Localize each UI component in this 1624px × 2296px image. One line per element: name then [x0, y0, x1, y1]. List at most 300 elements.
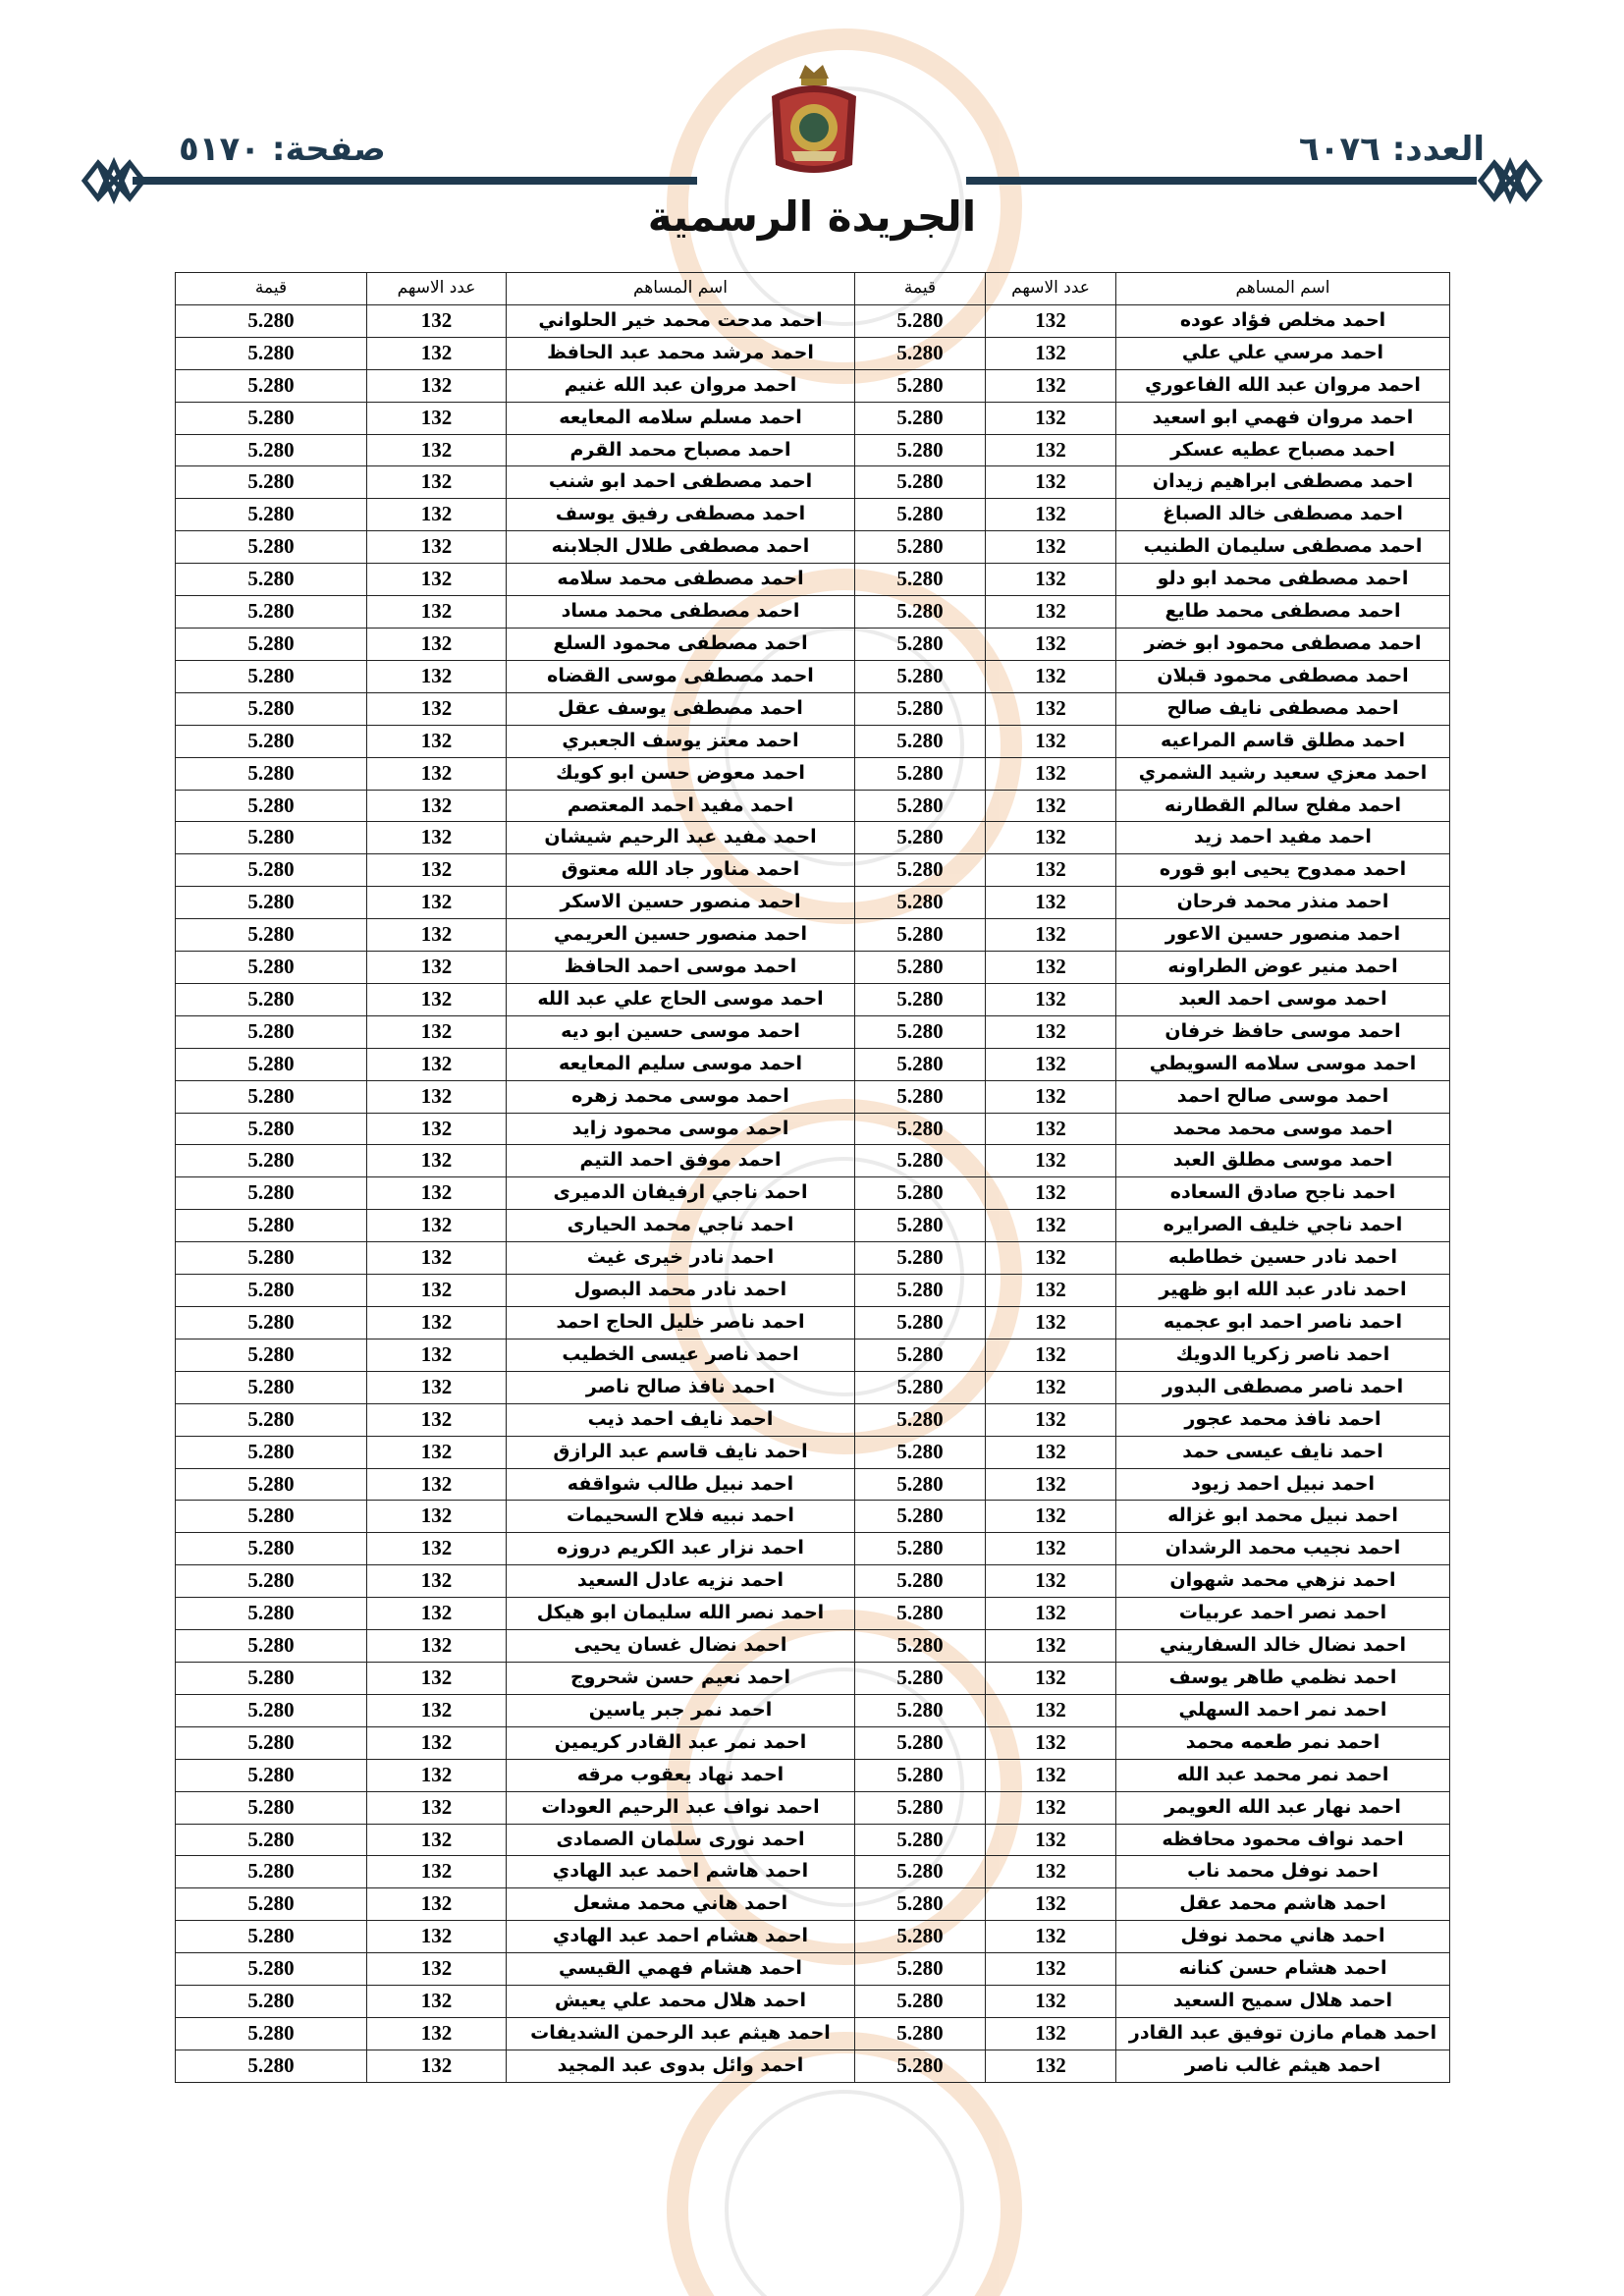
table-row — [176, 1339, 1450, 1371]
shareholder-name: احمد نصر احمد عربيات — [1116, 1598, 1450, 1630]
share-count: 132 — [367, 1565, 507, 1598]
table-row — [176, 692, 1450, 725]
share-value: 5.280 — [176, 1145, 367, 1177]
share-count: 132 — [367, 1630, 507, 1663]
share-count: 132 — [367, 1339, 507, 1371]
share-value: 5.280 — [855, 1468, 986, 1501]
column-header-name: اسم المساهم — [507, 273, 855, 305]
share-count: 132 — [986, 1177, 1116, 1210]
share-count: 132 — [367, 1824, 507, 1856]
column-header-value: قيمة — [855, 273, 986, 305]
shareholder-name: احمد نافذ محمد عجور — [1116, 1403, 1450, 1436]
share-count: 132 — [367, 1921, 507, 1953]
share-count: 132 — [986, 1339, 1116, 1371]
share-value: 5.280 — [176, 725, 367, 757]
shareholder-name: احمد مصطفى محمود ابو خضر — [1116, 628, 1450, 660]
shareholder-name: احمد منصور حسين العريمي — [507, 919, 855, 952]
shareholder-name: احمد نجيب محمد الرشدان — [1116, 1533, 1450, 1565]
shareholder-name: احمد مفلح سالم القطارنه — [1116, 790, 1450, 822]
share-count: 132 — [986, 531, 1116, 564]
shareholder-name: احمد نبيه فلاح السحيمات — [507, 1501, 855, 1533]
shareholder-name: احمد هاشم محمد عقل — [1116, 1888, 1450, 1921]
share-value: 5.280 — [855, 1048, 986, 1080]
share-value: 5.280 — [176, 692, 367, 725]
share-value: 5.280 — [855, 952, 986, 984]
shareholder-name: احمد ناصر احمد ابو عجميه — [1116, 1307, 1450, 1339]
share-count: 132 — [367, 887, 507, 919]
share-count: 132 — [986, 1113, 1116, 1145]
share-count: 132 — [986, 1242, 1116, 1275]
gazette-title: الجريدة الرسمية — [647, 192, 977, 241]
shareholder-name: احمد ممدوح يحيى ابو قوره — [1116, 854, 1450, 887]
share-count: 132 — [986, 1630, 1116, 1663]
shareholder-name: احمد مطلق قاسم المراعيه — [1116, 725, 1450, 757]
table-row — [176, 1015, 1450, 1048]
table-row — [176, 1501, 1450, 1533]
shareholder-name: احمد نمر محمد عبد الله — [1116, 1759, 1450, 1791]
share-count: 132 — [986, 2050, 1116, 2082]
share-count: 132 — [986, 887, 1116, 919]
shareholder-name: احمد موفق احمد التيم — [507, 1145, 855, 1177]
share-value: 5.280 — [855, 1953, 986, 1986]
shareholder-name: احمد نايف قاسم عبد الرازق — [507, 1436, 855, 1468]
table-row — [176, 628, 1450, 660]
share-count: 132 — [367, 1726, 507, 1759]
shareholder-name: احمد ناصر زكريا الدويك — [1116, 1339, 1450, 1371]
share-count: 132 — [986, 692, 1116, 725]
share-value: 5.280 — [855, 1275, 986, 1307]
table-row — [176, 1598, 1450, 1630]
share-count: 132 — [986, 1436, 1116, 1468]
table-row — [176, 1177, 1450, 1210]
share-value: 5.280 — [176, 1048, 367, 1080]
share-value: 5.280 — [176, 1921, 367, 1953]
share-value: 5.280 — [855, 1210, 986, 1242]
shareholder-name: احمد مصطفى محمد ابو دلو — [1116, 564, 1450, 596]
shareholder-name: احمد موسى احمد الحافظ — [507, 952, 855, 984]
share-value: 5.280 — [176, 1630, 367, 1663]
table-row — [176, 1533, 1450, 1565]
shareholder-name: احمد موسى مطلق العبد — [1116, 1145, 1450, 1177]
share-count: 132 — [367, 564, 507, 596]
share-count: 132 — [367, 1048, 507, 1080]
share-count: 132 — [986, 1694, 1116, 1726]
shareholder-name: احمد مصطفى سليمان الطنيب — [1116, 531, 1450, 564]
share-value: 5.280 — [176, 1565, 367, 1598]
table-row — [176, 499, 1450, 531]
shareholder-name: احمد ناجي محمد الحيارى — [507, 1210, 855, 1242]
shareholder-name: احمد نمر طعمه محمد — [1116, 1726, 1450, 1759]
table-row — [176, 1824, 1450, 1856]
table-header-row — [176, 273, 1450, 305]
share-count: 132 — [367, 1791, 507, 1824]
share-value: 5.280 — [855, 531, 986, 564]
share-count: 132 — [367, 304, 507, 337]
shareholder-name: احمد نبيل محمد ابو غزاله — [1116, 1501, 1450, 1533]
share-value: 5.280 — [855, 725, 986, 757]
share-value: 5.280 — [855, 757, 986, 790]
share-count: 132 — [367, 854, 507, 887]
share-value: 5.280 — [855, 499, 986, 531]
shareholder-name: احمد مسلم سلامه المعايعه — [507, 402, 855, 434]
share-value: 5.280 — [855, 1598, 986, 1630]
shareholder-name: احمد نبيل احمد زيود — [1116, 1468, 1450, 1501]
share-count: 132 — [367, 1856, 507, 1888]
share-value: 5.280 — [176, 1080, 367, 1113]
share-count: 132 — [367, 1403, 507, 1436]
shareholder-name: احمد نبيل طالب شواقفه — [507, 1468, 855, 1501]
shareholder-name: احمد هلال سميح السعيد — [1116, 1986, 1450, 2018]
table-row — [176, 725, 1450, 757]
share-count: 132 — [986, 660, 1116, 692]
shareholder-name: احمد موسى الحاج علي عبد الله — [507, 983, 855, 1015]
table-row — [176, 1565, 1450, 1598]
share-count: 132 — [986, 1662, 1116, 1694]
shareholder-name: احمد مصطفى محمود السلع — [507, 628, 855, 660]
share-count: 132 — [986, 1048, 1116, 1080]
shareholder-name: احمد معزي سعيد رشيد الشمري — [1116, 757, 1450, 790]
table-row — [176, 337, 1450, 369]
share-value: 5.280 — [855, 628, 986, 660]
share-count: 132 — [986, 499, 1116, 531]
share-count: 132 — [367, 369, 507, 402]
shareholder-name: احمد موسى سلامه السويطي — [1116, 1048, 1450, 1080]
share-value: 5.280 — [176, 1662, 367, 1694]
share-count: 132 — [367, 692, 507, 725]
share-count: 132 — [367, 1275, 507, 1307]
share-count: 132 — [986, 1791, 1116, 1824]
shareholder-name: احمد ناصر عيسى الخطيب — [507, 1339, 855, 1371]
share-count: 132 — [986, 1888, 1116, 1921]
share-value: 5.280 — [855, 1339, 986, 1371]
share-count: 132 — [986, 2017, 1116, 2050]
share-count: 132 — [367, 983, 507, 1015]
share-value: 5.280 — [176, 1501, 367, 1533]
share-value: 5.280 — [855, 1888, 986, 1921]
shareholder-name: احمد نعيم حسن شحروج — [507, 1662, 855, 1694]
shareholder-name: احمد موسى محمود زايد — [507, 1113, 855, 1145]
table-row — [176, 531, 1450, 564]
shareholder-name: احمد موسى سليم المعايعه — [507, 1048, 855, 1080]
share-value: 5.280 — [855, 402, 986, 434]
share-count: 132 — [986, 1986, 1116, 2018]
share-value: 5.280 — [176, 1888, 367, 1921]
table-row — [176, 660, 1450, 692]
share-value: 5.280 — [176, 790, 367, 822]
table-row — [176, 952, 1450, 984]
share-value: 5.280 — [176, 1371, 367, 1403]
share-count: 132 — [367, 466, 507, 499]
table-row — [176, 1210, 1450, 1242]
share-count: 132 — [986, 757, 1116, 790]
share-count: 132 — [986, 1759, 1116, 1791]
shareholder-name: احمد مرشد محمد عبد الحافظ — [507, 337, 855, 369]
share-value: 5.280 — [176, 854, 367, 887]
table-row — [176, 757, 1450, 790]
share-value: 5.280 — [855, 596, 986, 629]
share-count: 132 — [367, 1598, 507, 1630]
shareholder-name: احمد ناجي ارفيفان الدميرى — [507, 1177, 855, 1210]
share-value: 5.280 — [855, 466, 986, 499]
share-value: 5.280 — [176, 1533, 367, 1565]
share-value: 5.280 — [855, 1694, 986, 1726]
share-count: 132 — [986, 1598, 1116, 1630]
share-value: 5.280 — [176, 1986, 367, 2018]
share-count: 132 — [367, 1113, 507, 1145]
table-row — [176, 564, 1450, 596]
share-value: 5.280 — [176, 1759, 367, 1791]
share-count: 132 — [986, 1015, 1116, 1048]
share-count: 132 — [367, 1468, 507, 1501]
table-row — [176, 1403, 1450, 1436]
table-row — [176, 434, 1450, 466]
share-count: 132 — [986, 1275, 1116, 1307]
share-value: 5.280 — [855, 1791, 986, 1824]
share-count: 132 — [367, 757, 507, 790]
share-value: 5.280 — [855, 1630, 986, 1663]
shareholder-name: احمد نمر جبر ياسين — [507, 1694, 855, 1726]
share-count: 132 — [986, 596, 1116, 629]
shareholder-name: احمد مصطفى يوسف عقل — [507, 692, 855, 725]
table-row — [176, 1662, 1450, 1694]
share-count: 132 — [367, 660, 507, 692]
table-row — [176, 466, 1450, 499]
share-count: 132 — [367, 1662, 507, 1694]
shareholder-name: احمد مصطفى محمود قبلان — [1116, 660, 1450, 692]
shareholder-name: احمد هيثم عبد الرحمن الشديفات — [507, 2017, 855, 2050]
shareholder-name: احمد مخلص فؤاد عوده — [1116, 304, 1450, 337]
share-value: 5.280 — [176, 466, 367, 499]
share-value: 5.280 — [855, 1921, 986, 1953]
share-value: 5.280 — [176, 1856, 367, 1888]
share-count: 132 — [986, 983, 1116, 1015]
shareholder-name: احمد نايف عيسى حمد — [1116, 1436, 1450, 1468]
royal-crest-icon — [762, 57, 866, 185]
share-value: 5.280 — [855, 1242, 986, 1275]
share-value: 5.280 — [176, 402, 367, 434]
shareholder-name: احمد مصطفى نايف صالح — [1116, 692, 1450, 725]
table-row — [176, 2050, 1450, 2082]
table-row — [176, 1986, 1450, 2018]
table-row — [176, 1791, 1450, 1824]
shareholder-name: احمد ناصر خليل الحاج احمد — [507, 1307, 855, 1339]
shareholder-name: احمد نزار عبد الكريم دروزه — [507, 1533, 855, 1565]
share-value: 5.280 — [176, 337, 367, 369]
share-value: 5.280 — [176, 1436, 367, 1468]
share-count: 132 — [367, 1080, 507, 1113]
table-row — [176, 1242, 1450, 1275]
share-count: 132 — [986, 1726, 1116, 1759]
shareholder-name: احمد نضال غسان يحيى — [507, 1630, 855, 1663]
shareholder-name: احمد نهار عبد الله العويمر — [1116, 1791, 1450, 1824]
share-value: 5.280 — [855, 1436, 986, 1468]
share-value: 5.280 — [855, 887, 986, 919]
shareholder-name: احمد نمر احمد السهلي — [1116, 1694, 1450, 1726]
share-count: 132 — [986, 1145, 1116, 1177]
shareholder-name: احمد معتز يوسف الجعبري — [507, 725, 855, 757]
shareholder-name: احمد موسى محمد محمد — [1116, 1113, 1450, 1145]
share-value: 5.280 — [176, 1275, 367, 1307]
shareholder-name: احمد منذر محمد فرحان — [1116, 887, 1450, 919]
share-value: 5.280 — [855, 2017, 986, 2050]
share-count: 132 — [986, 725, 1116, 757]
share-value: 5.280 — [855, 369, 986, 402]
share-value: 5.280 — [176, 369, 367, 402]
table-row — [176, 369, 1450, 402]
shareholder-name: احمد نورى سلمان الصمادى — [507, 1824, 855, 1856]
share-count: 132 — [367, 499, 507, 531]
share-value: 5.280 — [176, 304, 367, 337]
shareholder-name: احمد ناجي خليف الصرايره — [1116, 1210, 1450, 1242]
share-count: 132 — [986, 1533, 1116, 1565]
table-row — [176, 1953, 1450, 1986]
shareholder-name: احمد مصطفى خالد الصباغ — [1116, 499, 1450, 531]
shareholder-name: احمد نزيه عادل السعيد — [507, 1565, 855, 1598]
share-count: 132 — [367, 1888, 507, 1921]
column-header-value: قيمة — [176, 273, 367, 305]
shareholder-name: احمد وائل بدوى عبد المجيد — [507, 2050, 855, 2082]
shareholder-name: احمد مفيد احمد زيد — [1116, 822, 1450, 854]
shareholder-name: احمد ناصر مصطفى البدور — [1116, 1371, 1450, 1403]
share-count: 132 — [986, 790, 1116, 822]
share-value: 5.280 — [176, 1177, 367, 1210]
shareholder-name: احمد نادر خيرى غيث — [507, 1242, 855, 1275]
shareholder-name: احمد مصطفى موسى القضاه — [507, 660, 855, 692]
share-value: 5.280 — [855, 1501, 986, 1533]
shareholder-name: احمد مصطفى محمد مساد — [507, 596, 855, 629]
shareholder-name: احمد موسى حافظ خرفان — [1116, 1015, 1450, 1048]
table-row — [176, 1371, 1450, 1403]
share-value: 5.280 — [855, 1307, 986, 1339]
share-value: 5.280 — [176, 1824, 367, 1856]
shareholder-name: احمد هلال محمد علي يعيش — [507, 1986, 855, 2018]
shareholder-name: احمد نصر الله سليمان ابو هيكل — [507, 1598, 855, 1630]
share-count: 132 — [367, 790, 507, 822]
share-count: 132 — [986, 1501, 1116, 1533]
table-row — [176, 402, 1450, 434]
share-value: 5.280 — [176, 1210, 367, 1242]
table-row — [176, 1436, 1450, 1468]
share-count: 132 — [367, 1307, 507, 1339]
share-value: 5.280 — [855, 919, 986, 952]
shareholder-name: احمد موسى محمد زهره — [507, 1080, 855, 1113]
share-value: 5.280 — [855, 1565, 986, 1598]
share-count: 132 — [367, 1501, 507, 1533]
shareholder-name: احمد مصطفى ابراهيم زيدان — [1116, 466, 1450, 499]
share-value: 5.280 — [855, 1371, 986, 1403]
share-count: 132 — [986, 466, 1116, 499]
shareholder-name: احمد هشام حسن كنانه — [1116, 1953, 1450, 1986]
share-count: 132 — [986, 822, 1116, 854]
shareholder-name: احمد منصور حسين الاعور — [1116, 919, 1450, 952]
shareholder-name: احمد منصور حسين الاسكر — [507, 887, 855, 919]
share-count: 132 — [367, 1177, 507, 1210]
share-count: 132 — [986, 1921, 1116, 1953]
table-row — [176, 1080, 1450, 1113]
header-rule-right — [966, 177, 1477, 185]
shareholder-name: احمد مصباح عطيه عسكر — [1116, 434, 1450, 466]
share-count: 132 — [367, 1242, 507, 1275]
share-value: 5.280 — [176, 660, 367, 692]
table-row — [176, 790, 1450, 822]
shareholder-name: احمد منير عوض الطراونه — [1116, 952, 1450, 984]
table-row — [176, 1113, 1450, 1145]
table-row — [176, 1048, 1450, 1080]
table-row — [176, 983, 1450, 1015]
share-value: 5.280 — [855, 822, 986, 854]
share-value: 5.280 — [855, 2050, 986, 2082]
share-value: 5.280 — [176, 1598, 367, 1630]
share-value: 5.280 — [855, 790, 986, 822]
shareholder-name: احمد نهاد يعقوب مرقه — [507, 1759, 855, 1791]
table-row — [176, 822, 1450, 854]
table-row — [176, 1726, 1450, 1759]
share-value: 5.280 — [176, 1468, 367, 1501]
shareholder-name: احمد مناور جاد الله معتوق — [507, 854, 855, 887]
column-header-shares: عدد الاسهم — [986, 273, 1116, 305]
table-row — [176, 1468, 1450, 1501]
shareholder-name: احمد هشام فهمي القيسي — [507, 1953, 855, 1986]
header-rule-left — [133, 177, 697, 185]
share-value: 5.280 — [176, 564, 367, 596]
share-count: 132 — [986, 952, 1116, 984]
share-value: 5.280 — [855, 1145, 986, 1177]
share-count: 132 — [986, 337, 1116, 369]
share-value: 5.280 — [176, 822, 367, 854]
shareholder-name: احمد مفيد عبد الرحيم شيشان — [507, 822, 855, 854]
share-count: 132 — [986, 1371, 1116, 1403]
shareholder-name: احمد مصطفى طلال الجلابنه — [507, 531, 855, 564]
shareholder-name: احمد هاشم احمد عبد الهادي — [507, 1856, 855, 1888]
page-number: صفحة: ٥١٧٠ — [179, 130, 386, 169]
share-value: 5.280 — [855, 854, 986, 887]
share-value: 5.280 — [855, 1856, 986, 1888]
table-row — [176, 1921, 1450, 1953]
share-count: 132 — [367, 2017, 507, 2050]
share-count: 132 — [367, 822, 507, 854]
share-count: 132 — [986, 369, 1116, 402]
share-count: 132 — [986, 1565, 1116, 1598]
shareholder-name: احمد نمر عبد القادر كريمين — [507, 1726, 855, 1759]
shareholder-name: احمد نظمي طاهر يوسف — [1116, 1662, 1450, 1694]
shareholder-name: احمد نايف احمد ذيب — [507, 1403, 855, 1436]
shareholder-name: احمد نوفل محمد ناب — [1116, 1856, 1450, 1888]
table-row — [176, 1888, 1450, 1921]
shareholder-name: احمد مفيد احمد المعتصم — [507, 790, 855, 822]
share-value: 5.280 — [855, 660, 986, 692]
shareholder-name: احمد نادر عبد الله ابو ظهير — [1116, 1275, 1450, 1307]
share-value: 5.280 — [176, 1242, 367, 1275]
share-count: 132 — [986, 1210, 1116, 1242]
share-value: 5.280 — [855, 304, 986, 337]
share-value: 5.280 — [176, 596, 367, 629]
share-count: 132 — [986, 1307, 1116, 1339]
share-value: 5.280 — [855, 983, 986, 1015]
share-value: 5.280 — [855, 692, 986, 725]
shareholder-name: احمد معوض حسن ابو كويك — [507, 757, 855, 790]
shareholder-name: احمد مصطفى رفيق يوسف — [507, 499, 855, 531]
share-count: 132 — [367, 2050, 507, 2082]
table-row — [176, 596, 1450, 629]
shareholder-name: احمد هاني محمد مشعل — [507, 1888, 855, 1921]
shareholder-name: احمد مصطفى محمد طايع — [1116, 596, 1450, 629]
shareholder-name: احمد نافذ صالح ناصر — [507, 1371, 855, 1403]
share-value: 5.280 — [855, 1177, 986, 1210]
share-value: 5.280 — [176, 434, 367, 466]
share-value: 5.280 — [855, 1662, 986, 1694]
shareholder-name: احمد نضال خالد السفاريني — [1116, 1630, 1450, 1663]
shareholder-name: احمد موسى حسين ابو ديه — [507, 1015, 855, 1048]
